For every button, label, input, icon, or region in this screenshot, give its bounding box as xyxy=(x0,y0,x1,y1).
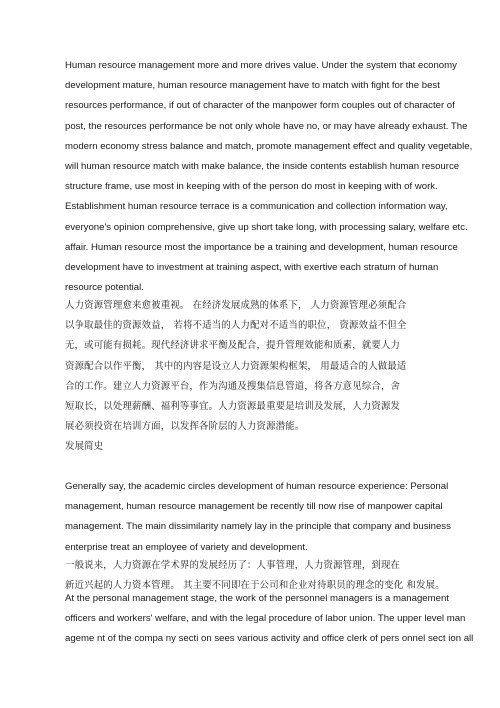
text-line: will human resource match with make balance, the inside contents establish human resource xyxy=(65,161,460,173)
text-line: everyone's opinion comprehensive, give up short take long, with processing salary, welfare etc. xyxy=(65,221,468,233)
text-line: resources performance, if out of character of the manpower form couples out of character of xyxy=(65,100,455,112)
text-line: 新近兴起的人力资本管理。 其主要不同即在于公司和企业对待职员的理念的变化 和发展。 xyxy=(65,580,445,592)
text-line: ageme nt of the compa ny secti on sees various activity and office clerk of pers onnel sect ion all xyxy=(65,633,474,645)
paragraph-english-personnel-stage xyxy=(65,589,474,650)
text-line: modern economy stress balance and match, promote management effect and quality vegetable, xyxy=(65,140,473,152)
paragraph-english-history xyxy=(65,477,470,558)
section-heading xyxy=(65,437,470,457)
text-line: development mature, human resource management have to match with fight for the best xyxy=(65,80,440,92)
text-line: 人力资源管理愈来愈被重视。 在经济发展成熟的体系下， 人力资源管理必须配合 xyxy=(65,300,407,311)
text-line: enterprise treat an employee of variety and development. xyxy=(65,541,308,553)
text-line: 以争取最佳的资源效益， 若将不适当的人力配对不适当的职位， 资源效益不但全 xyxy=(65,320,407,332)
text-line: Human resource management more and more drives value. Under the system that economy xyxy=(65,60,457,71)
text-line: development have to investment at training aspect, with exertive each stratum of human xyxy=(65,262,439,274)
text-line: management. The main dissimilarity namely lay in the principle that company and business xyxy=(65,521,451,533)
text-line: 资源配合以作平衡， 其中的内容是设立人力资源架构框架， 用最适合的人做最适 xyxy=(65,360,407,372)
text-line: At the personal management stage, the work of the personnel managers is a management xyxy=(65,593,449,604)
text-line: resource potential. xyxy=(65,282,144,294)
text-line: 一般说来，人力资源在学术界的发展经历了：人事管理，人力资源管理，到现在 xyxy=(65,560,401,571)
text-line: Establishment human resource terrace is a communication and collection information way, xyxy=(65,201,448,213)
text-line: 无，或可能有损耗。现代经济讲求平衡及配合，提升管理效能和质素，就要人力 xyxy=(65,340,401,352)
text-line: 展必须投资在培训方面，以发挥各阶层的人力资源潜能。 xyxy=(65,421,305,433)
text-line: Generally say, the academic circles development of human resource experience: Personal xyxy=(65,481,449,492)
text-line: 短取长，以处理薪酬、福利等事宜。人力资源最重要是培训及发展，人力资源发 xyxy=(65,401,401,413)
text-line: management, human resource management be recently till now rise of manpower capital xyxy=(65,501,443,513)
heading-text: 发展简史 xyxy=(65,441,104,452)
text-line: affair. Human resource most the importance be a training and development, human resource xyxy=(65,241,458,253)
paragraph-chinese-hr-value xyxy=(65,296,470,437)
text-line: post, the resources performance be not only whole have no, or may have already exhaust. The xyxy=(65,120,468,132)
paragraph-english-hr-value xyxy=(65,56,473,298)
text-line: structure frame, use most in keeping with of the person do most in keeping with of work. xyxy=(65,181,438,193)
text-line: 合的工作。建立人力资源平台，作为沟通及搜集信息管道，将各方意见综合，舍 xyxy=(65,380,401,392)
text-line: officers and workers' welfare, and with the legal procedure of labor union. The upper level man xyxy=(65,613,466,625)
